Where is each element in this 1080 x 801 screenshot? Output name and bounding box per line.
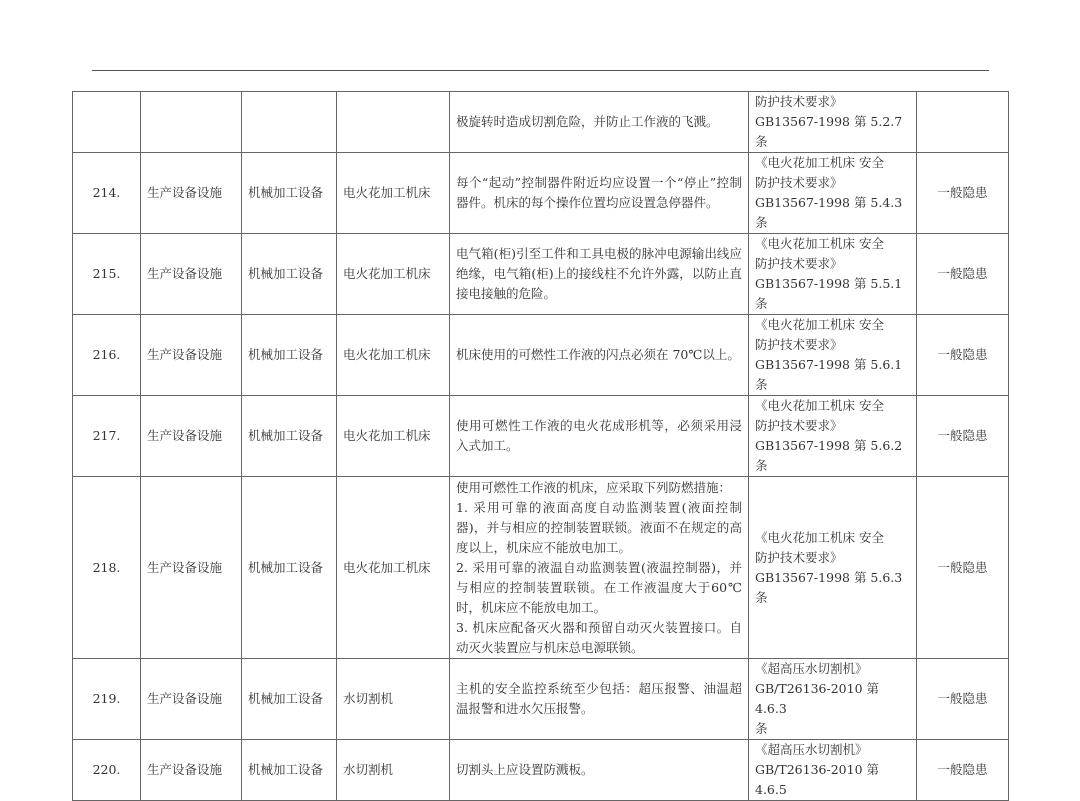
basis-cell bbox=[749, 234, 917, 315]
requirement-cell bbox=[450, 396, 749, 477]
row-number: 215. bbox=[73, 234, 141, 315]
category-cell bbox=[141, 92, 242, 153]
equipment-cell: 电火花加工机床 bbox=[337, 315, 450, 396]
basis-cell bbox=[749, 396, 917, 477]
basis-line: 防护技术要求》 bbox=[755, 337, 843, 352]
subcategory-cell: 机械加工设备 bbox=[242, 234, 337, 315]
equipment-cell: 电火花加工机床 bbox=[337, 234, 450, 315]
basis-line: GB13567-1998 第 5.4.3 条 bbox=[755, 195, 903, 230]
row-number: 220. bbox=[73, 740, 141, 801]
category-cell: 生产设备设施 bbox=[141, 234, 242, 315]
hazard-table bbox=[72, 91, 1009, 801]
row-number: 218. bbox=[73, 477, 141, 659]
table-row bbox=[73, 92, 1009, 153]
requirement-line: 1. 采用可靠的液面高度自动监测装置(液面控制器)，并与相应的控制装置联锁。液面不在规定的高度以上，机床应不能放电加工。 bbox=[456, 499, 742, 555]
equipment-cell: 电火花加工机床 bbox=[337, 396, 450, 477]
category-cell: 生产设备设施 bbox=[141, 315, 242, 396]
hazard-level-cell: 一般隐患 bbox=[917, 740, 1009, 801]
row-number: 216. bbox=[73, 315, 141, 396]
requirement-line: 切割头上应设置防溅板。 bbox=[456, 762, 594, 777]
hazard-level-cell bbox=[917, 92, 1009, 153]
table-row bbox=[73, 477, 1009, 659]
subcategory-cell: 机械加工设备 bbox=[242, 153, 337, 234]
requirement-line: 机床使用的可燃性工作液的闪点必须在 70℃以上。 bbox=[456, 347, 740, 362]
table-row bbox=[73, 315, 1009, 396]
hazard-level-cell: 一般隐患 bbox=[917, 153, 1009, 234]
requirement-line: 使用可燃性工作液的电火花成形机等，必须采用浸入式加工。 bbox=[456, 418, 742, 453]
row-number bbox=[73, 92, 141, 153]
basis-line: GB13567-1998 第 5.6.2 条 bbox=[755, 438, 903, 473]
equipment-cell: 电火花加工机床 bbox=[337, 153, 450, 234]
basis-cell bbox=[749, 315, 917, 396]
basis-line: GB/T26136-2010 第 4.6.5 bbox=[755, 762, 879, 797]
hazard-level-cell: 一般隐患 bbox=[917, 659, 1009, 740]
basis-line: GB13567-1998 第 5.6.3 条 bbox=[755, 569, 903, 605]
basis-line: 防护技术要求》 bbox=[755, 175, 843, 190]
table-row bbox=[73, 740, 1009, 801]
requirement-cell bbox=[450, 477, 749, 659]
basis-cell bbox=[749, 153, 917, 234]
basis-line: 《超高压水切割机》 bbox=[755, 661, 868, 676]
basis-line: 条 bbox=[755, 721, 768, 736]
subcategory-cell bbox=[242, 92, 337, 153]
requirement-line: 极旋转时造成切割危险，并防止工作液的飞溅。 bbox=[456, 114, 719, 129]
category-cell: 生产设备设施 bbox=[141, 153, 242, 234]
category-cell: 生产设备设施 bbox=[141, 659, 242, 740]
table-row bbox=[73, 659, 1009, 740]
equipment-cell: 水切割机 bbox=[337, 659, 450, 740]
basis-line: 《电火花加工机床 安全 bbox=[755, 155, 884, 170]
basis-cell bbox=[749, 659, 917, 740]
requirement-cell bbox=[450, 234, 749, 315]
requirement-cell bbox=[450, 92, 749, 153]
hazard-level-cell: 一般隐患 bbox=[917, 315, 1009, 396]
basis-line: 《电火花加工机床 安全 bbox=[755, 317, 884, 332]
basis-line: 《超高压水切割机》 bbox=[755, 742, 868, 757]
subcategory-cell: 机械加工设备 bbox=[242, 659, 337, 740]
basis-line: 防护技术要求》 bbox=[755, 94, 843, 109]
requirement-line: 主机的安全监控系统至少包括：超压报警、油温超温报警和进水欠压报警。 bbox=[456, 681, 742, 716]
requirement-cell bbox=[450, 315, 749, 396]
equipment-cell: 水切割机 bbox=[337, 740, 450, 801]
category-cell: 生产设备设施 bbox=[141, 740, 242, 801]
hazard-level-cell: 一般隐患 bbox=[917, 477, 1009, 659]
equipment-cell bbox=[337, 92, 450, 153]
basis-cell bbox=[749, 92, 917, 153]
subcategory-cell: 机械加工设备 bbox=[242, 477, 337, 659]
basis-cell bbox=[749, 740, 917, 801]
basis-line: 防护技术要求》 bbox=[755, 549, 843, 565]
equipment-cell: 电火花加工机床 bbox=[337, 477, 450, 659]
requirement-line: 2. 采用可靠的液温自动监测装置(液温控制器)，并与相应的控制装置联锁。在工作液温度大于60℃时，机床应不能放电加工。 bbox=[456, 559, 742, 615]
requirement-cell bbox=[450, 659, 749, 740]
requirement-line: 3. 机床应配备灭火器和预留自动灭火装置接口。自动灭火装置应与机床总电源联锁。 bbox=[456, 619, 742, 655]
basis-line: GB13567-1998 第 5.5.1 条 bbox=[755, 276, 903, 311]
requirement-line: 电气箱(柜)引至工件和工具电极的脉冲电源输出线应绝缘，电气箱(柜)上的接线柱不允许外露，以防止直接电接触的危险。 bbox=[456, 246, 742, 301]
basis-line: GB13567-1998 第 5.2.7 条 bbox=[755, 114, 903, 149]
table-row bbox=[73, 153, 1009, 234]
header-rule bbox=[92, 70, 989, 71]
subcategory-cell: 机械加工设备 bbox=[242, 740, 337, 801]
requirement-line: 使用可燃性工作液的机床，应采取下列防燃措施： bbox=[456, 479, 732, 495]
category-cell: 生产设备设施 bbox=[141, 396, 242, 477]
basis-line: 《电火花加工机床 安全 bbox=[755, 529, 884, 545]
basis-cell bbox=[749, 477, 917, 659]
table-row bbox=[73, 234, 1009, 315]
hazard-level-cell: 一般隐患 bbox=[917, 396, 1009, 477]
subcategory-cell: 机械加工设备 bbox=[242, 315, 337, 396]
subcategory-cell: 机械加工设备 bbox=[242, 396, 337, 477]
requirement-line: 每个“起动”控制器件附近均应设置一个“停止”控制器件。机床的每个操作位置均应设置急停器件。 bbox=[456, 175, 742, 210]
basis-line: 《电火花加工机床 安全 bbox=[755, 236, 884, 251]
basis-line: 防护技术要求》 bbox=[755, 256, 843, 271]
basis-line: GB/T26136-2010 第 4.6.3 bbox=[755, 681, 879, 716]
requirement-cell bbox=[450, 740, 749, 801]
basis-line: GB13567-1998 第 5.6.1 条 bbox=[755, 357, 903, 392]
row-number: 217. bbox=[73, 396, 141, 477]
hazard-level-cell: 一般隐患 bbox=[917, 234, 1009, 315]
basis-line: 防护技术要求》 bbox=[755, 418, 843, 433]
category-cell: 生产设备设施 bbox=[141, 477, 242, 659]
basis-line: 《电火花加工机床 安全 bbox=[755, 398, 884, 413]
table-row bbox=[73, 396, 1009, 477]
row-number: 214. bbox=[73, 153, 141, 234]
requirement-cell bbox=[450, 153, 749, 234]
row-number: 219. bbox=[73, 659, 141, 740]
